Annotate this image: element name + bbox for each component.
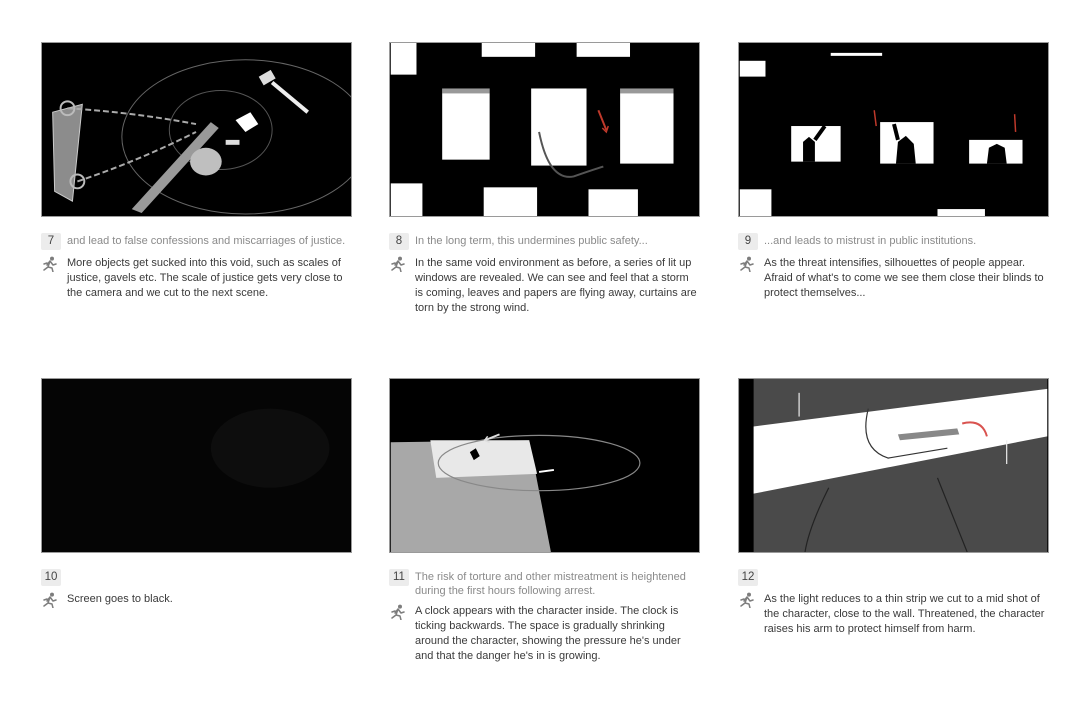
panel-dialog: ...and leads to mistrust in public institutions. [764, 235, 977, 247]
storyboard-panel-9 [738, 42, 1049, 301]
panel-dialog [764, 569, 1046, 570]
panel-10-frame [41, 378, 352, 553]
panel-dialog: In the long term, this undermines public safety... [415, 235, 648, 247]
panel-number: 12 [738, 569, 758, 586]
panel-action: More objects get sucked into this void, such as scales of justice, gavels etc. The scale of justice gets very close to the camera and we cut to the next scene. [67, 257, 343, 299]
running-figure-icon [41, 592, 61, 608]
panel-9-frame [738, 42, 1049, 217]
panel-dialog: The risk of torture and other mistreatment is heightened during the first hours following arrest. [415, 571, 686, 597]
storyboard-panel-12 [738, 378, 1049, 637]
storyboard-panel-10 [41, 378, 352, 608]
scales-of-justice-sketch [42, 43, 351, 216]
panel-dialog: and lead to false confessions and miscarriages of justice. [67, 235, 346, 247]
panel-dialog [67, 569, 349, 570]
panel-action: As the light reduces to a thin strip we cut to a mid shot of the character, close to the wall. Threatened, the character raises his arm to protect himself from harm. [764, 593, 1045, 635]
panel-8-frame [389, 42, 700, 217]
panel-action: In the same void environment as before, a series of lit up windows are revealed. We can see and feel that a storm is coming, leaves and papers are flying away, curtains are torn by the strong wind. [415, 257, 697, 314]
panel-11-frame [389, 378, 700, 553]
panel-action: A clock appears with the character inside. The clock is ticking backwards. The space is gradually shrinking around the character, showing the pressure he's under and that the danger he's in is growing. [415, 605, 681, 662]
panel-action: Screen goes to black. [67, 593, 173, 605]
running-figure-icon [41, 256, 61, 272]
black-screen [42, 379, 351, 552]
panel-number: 10 [41, 569, 61, 586]
panel-number: 7 [41, 233, 61, 250]
panel-action: As the threat intensifies, silhouettes of people appear. Afraid of what's to come we see them close their blinds to protect themselves... [764, 257, 1044, 299]
silhouettes-windows-sketch [739, 43, 1048, 216]
panel-7-frame [41, 42, 352, 217]
panel-number: 11 [389, 569, 409, 586]
storyboard-panel-8 [389, 42, 700, 316]
running-figure-icon [389, 256, 409, 272]
lit-windows-sketch [390, 43, 699, 216]
running-figure-icon [738, 256, 758, 272]
storyboard-panel-11 [389, 378, 700, 664]
storyboard-panel-7 [41, 42, 352, 301]
panel-number: 9 [738, 233, 758, 250]
panel-12-frame [738, 378, 1049, 553]
panel-number: 8 [389, 233, 409, 250]
light-strip-character-sketch [739, 379, 1048, 552]
clock-character-sketch [390, 379, 699, 552]
running-figure-icon [738, 592, 758, 608]
running-figure-icon [389, 604, 409, 620]
